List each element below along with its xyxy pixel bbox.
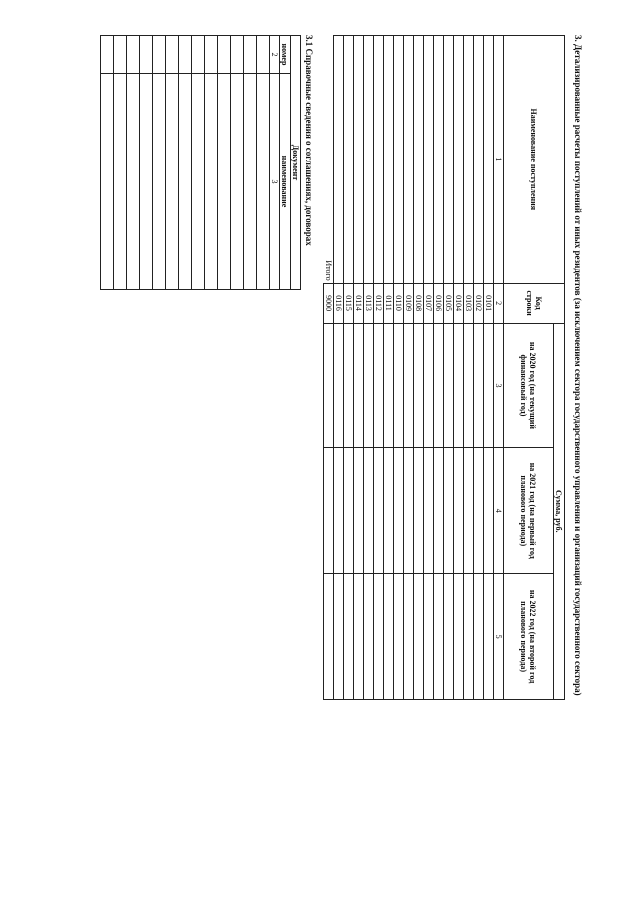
row-name-cell <box>334 36 344 284</box>
row-name-cell <box>414 36 424 284</box>
table-row <box>140 35 153 290</box>
row-cell <box>231 73 244 289</box>
row-code: 0109 <box>404 283 414 323</box>
table-row <box>384 36 394 700</box>
row-cell <box>153 73 166 289</box>
num-code: 2 <box>494 283 504 323</box>
row-name-cell <box>364 36 374 284</box>
row-sum-cell <box>334 574 344 700</box>
row-sum-cell <box>424 448 434 574</box>
num-3: 3 <box>270 73 280 289</box>
row-code: 0114 <box>354 283 364 323</box>
row-sum-cell <box>454 448 464 574</box>
row-cell <box>244 73 257 289</box>
row-cell <box>179 36 192 74</box>
row-code: 0102 <box>474 283 484 323</box>
row-sum-cell <box>484 574 494 700</box>
row-cell <box>218 36 231 74</box>
row-code: 0112 <box>374 283 384 323</box>
row-sum-cell <box>394 323 404 448</box>
row-code: 0113 <box>364 283 374 323</box>
row-sum-cell <box>344 323 354 448</box>
row-code: 0103 <box>464 283 474 323</box>
row-sum-cell <box>404 448 414 574</box>
sum-group-header: Сумма, руб. <box>553 323 564 699</box>
row-cell <box>140 73 153 289</box>
row-cell <box>205 36 218 74</box>
table-row <box>231 35 244 290</box>
rotated-page <box>63 35 583 895</box>
number-header: номер <box>280 36 291 74</box>
row-sum-cell <box>484 448 494 574</box>
table-row <box>257 35 270 290</box>
table-row <box>114 35 127 290</box>
num-y3: 5 <box>494 574 504 700</box>
row-sum-cell <box>374 448 384 574</box>
agreements-table <box>100 35 301 290</box>
table-row <box>404 36 414 700</box>
section-31-title: 3.1 Справочные сведения о соглашениях, договорах <box>304 35 314 246</box>
row-cell <box>166 73 179 289</box>
row-cell <box>101 73 114 289</box>
row-sum-cell <box>354 323 364 448</box>
col-name-header: Наименование поступления <box>504 36 565 284</box>
total-cell <box>324 323 334 448</box>
table-row <box>244 35 257 290</box>
row-sum-cell <box>414 574 424 700</box>
row-cell <box>166 36 179 74</box>
row-cell <box>192 73 205 289</box>
col-y2-header: на 2021 год (на первый год планового периода) <box>504 448 554 574</box>
row-code: 0115 <box>344 283 354 323</box>
row-sum-cell <box>354 574 364 700</box>
row-name-cell <box>444 36 454 284</box>
row-sum-cell <box>434 574 444 700</box>
row-cell <box>101 36 114 74</box>
table-row <box>464 36 474 700</box>
row-name-cell <box>484 36 494 284</box>
row-cell <box>205 73 218 289</box>
row-cell <box>127 73 140 289</box>
row-name-cell <box>454 36 464 284</box>
row-name-cell <box>474 36 484 284</box>
row-cell <box>257 36 270 74</box>
row-code: 0111 <box>384 283 394 323</box>
row-code: 0105 <box>444 283 454 323</box>
section-3-title: 3. Детализированные расчеты поступлений от иных резидентов (за исключением сектора государственного управления и организаций государственного сектора) <box>573 35 583 696</box>
row-sum-cell <box>384 448 394 574</box>
table-row <box>454 36 464 700</box>
row-sum-cell <box>454 323 464 448</box>
table-row <box>424 36 434 700</box>
row-sum-cell <box>374 323 384 448</box>
row-cell <box>140 36 153 74</box>
table-row <box>394 36 404 700</box>
total-label: Итого <box>324 36 334 284</box>
table-row <box>344 36 354 700</box>
col-y1-header: на 2020 год (на текущий финансовый год) <box>504 323 554 448</box>
row-cell <box>192 36 205 74</box>
table-row <box>444 36 454 700</box>
row-sum-cell <box>444 574 454 700</box>
row-name-cell <box>424 36 434 284</box>
row-code: 0107 <box>424 283 434 323</box>
table-row <box>364 36 374 700</box>
table-row <box>374 36 384 700</box>
row-code: 0110 <box>394 283 404 323</box>
row-code: 0104 <box>454 283 464 323</box>
row-code: 0106 <box>434 283 444 323</box>
total-cell <box>324 448 334 574</box>
row-sum-cell <box>364 323 374 448</box>
row-name-cell <box>344 36 354 284</box>
row-sum-cell <box>394 574 404 700</box>
row-sum-cell <box>424 323 434 448</box>
row-name-cell <box>374 36 384 284</box>
table-row <box>334 36 344 700</box>
row-sum-cell <box>344 574 354 700</box>
num-2: 2 <box>270 36 280 74</box>
total-cell <box>324 574 334 700</box>
row-cell <box>257 73 270 289</box>
row-sum-cell <box>474 574 484 700</box>
table-row <box>166 35 179 290</box>
row-sum-cell <box>464 448 474 574</box>
table-row <box>153 35 166 290</box>
row-sum-cell <box>484 323 494 448</box>
row-sum-cell <box>354 448 364 574</box>
row-sum-cell <box>444 323 454 448</box>
num-name: 1 <box>494 36 504 284</box>
row-cell <box>114 36 127 74</box>
row-cell <box>114 73 127 289</box>
row-sum-cell <box>424 574 434 700</box>
row-cell <box>231 36 244 74</box>
row-sum-cell <box>464 323 474 448</box>
total-code: 9000 <box>324 283 334 323</box>
row-sum-cell <box>344 448 354 574</box>
table-row <box>414 36 424 700</box>
table-row <box>101 35 114 290</box>
row-sum-cell <box>384 574 394 700</box>
num-y1: 3 <box>494 323 504 448</box>
row-name-cell <box>394 36 404 284</box>
table-row <box>434 36 444 700</box>
table-row <box>218 35 231 290</box>
row-code: 0101 <box>484 283 494 323</box>
row-sum-cell <box>334 323 344 448</box>
table-row <box>474 36 484 700</box>
row-cell <box>179 73 192 289</box>
row-sum-cell <box>364 448 374 574</box>
row-name-cell <box>384 36 394 284</box>
row-cell <box>218 73 231 289</box>
table-row <box>484 36 494 700</box>
col-code-header: Код строки <box>504 283 565 323</box>
row-sum-cell <box>444 448 454 574</box>
row-sum-cell <box>384 323 394 448</box>
table-row <box>354 36 364 700</box>
row-sum-cell <box>474 448 484 574</box>
table-row <box>205 35 218 290</box>
table-row <box>127 35 140 290</box>
row-sum-cell <box>374 574 384 700</box>
row-cell <box>127 36 140 74</box>
row-name-cell <box>464 36 474 284</box>
row-code: 0116 <box>334 283 344 323</box>
row-sum-cell <box>364 574 374 700</box>
col-y3-header: на 2022 год (на второй год планового периода) <box>504 574 554 700</box>
row-code: 0108 <box>414 283 424 323</box>
row-sum-cell <box>404 574 414 700</box>
row-sum-cell <box>434 448 444 574</box>
row-sum-cell <box>414 323 424 448</box>
row-sum-cell <box>474 323 484 448</box>
table-row <box>192 35 205 290</box>
num-y2: 4 <box>494 448 504 574</box>
row-sum-cell <box>434 323 444 448</box>
row-cell <box>244 36 257 74</box>
row-sum-cell <box>454 574 464 700</box>
row-sum-cell <box>404 323 414 448</box>
name-header: наименование <box>280 73 291 289</box>
row-sum-cell <box>394 448 404 574</box>
row-sum-cell <box>414 448 424 574</box>
row-name-cell <box>434 36 444 284</box>
row-sum-cell <box>464 574 474 700</box>
row-name-cell <box>404 36 414 284</box>
row-cell <box>153 36 166 74</box>
doc-header: Документ <box>291 36 301 290</box>
table-row <box>179 35 192 290</box>
receipts-table <box>323 35 565 700</box>
row-name-cell <box>354 36 364 284</box>
row-sum-cell <box>334 448 344 574</box>
